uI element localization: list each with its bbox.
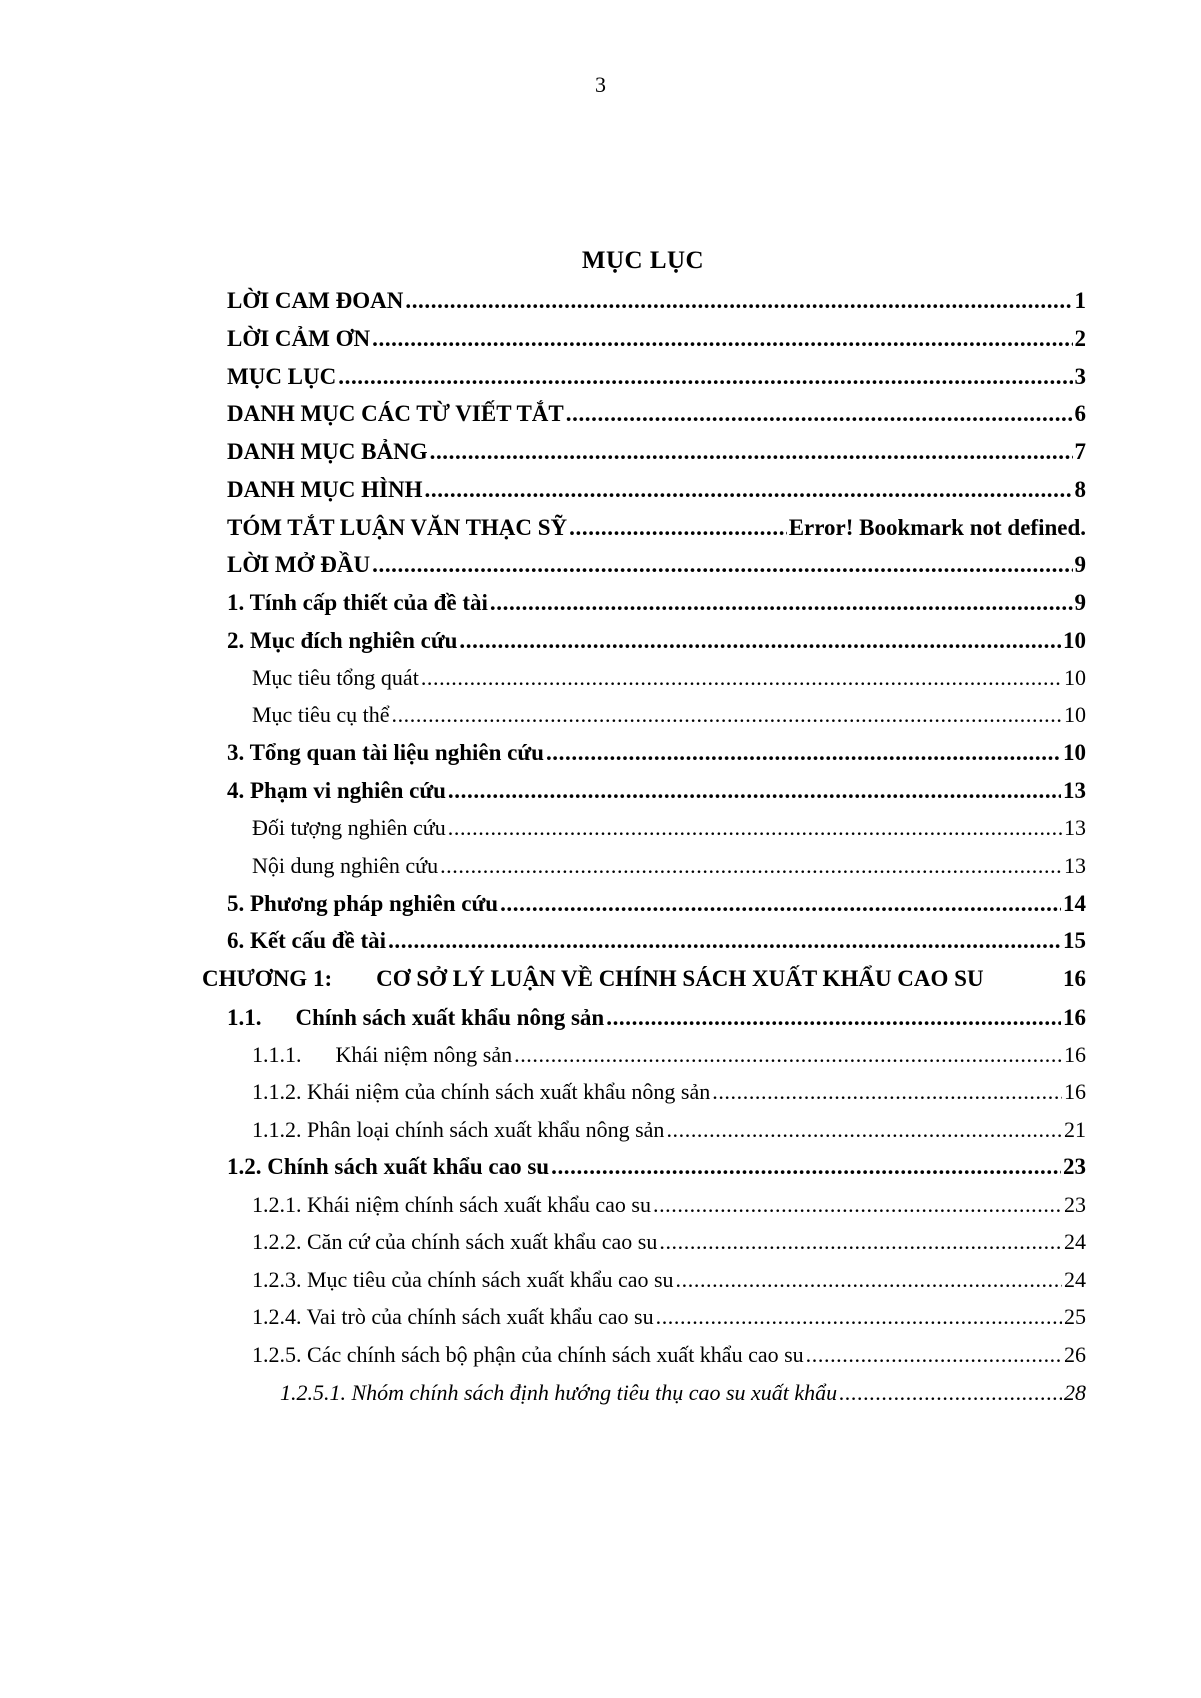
toc-entry[interactable] [227,588,1086,618]
toc-dot-leader [839,1378,1062,1408]
toc-entry-label [227,475,423,505]
toc-page-number: 13 [1064,853,1086,878]
toc-entry-label [227,588,488,618]
toc-entry-label [227,776,446,806]
toc-page-number: 10 [1064,702,1086,727]
toc-entry-text: 1.2.1. Khái niệm chính sách xuất khẩu cao su [252,1192,651,1217]
toc-page-number: 13 [1064,815,1086,840]
toc-entry-text: 1.2.4. Vai trò của chính sách xuất khẩu cao su [252,1304,654,1329]
toc-entry[interactable] [227,889,1086,919]
toc-entry-text: 1.2.3. Mục tiêu của chính sách xuất khẩu cao su [252,1267,674,1292]
toc-entry[interactable] [252,1265,1086,1295]
toc-entry-text: LỜI CAM ĐOAN [227,288,404,313]
toc-entry-text: 2. Mục đích nghiên cứu [227,628,458,653]
toc-entry-label [252,1302,654,1332]
toc-page-number: 23 [1063,1154,1086,1179]
toc-page-number: 16 [1064,1079,1086,1104]
toc-entry[interactable] [252,1040,1086,1070]
toc-page-number: Error! Bookmark not defined. [788,515,1086,540]
toc-entry[interactable] [227,286,1086,316]
toc-entry-label [227,926,386,956]
toc-dot-leader [676,1265,1062,1295]
toc-page-number: 8 [1074,477,1086,502]
toc-dot-leader [440,851,1062,881]
toc-entry-text: 4. Phạm vi nghiên cứu [227,778,446,803]
toc-entry-text: Nội dung nghiên cứu [252,853,439,878]
toc-entry[interactable] [227,399,1086,429]
toc-page-number: 7 [1074,439,1086,464]
toc-entry-text: 5. Phương pháp nghiên cứu [227,891,499,916]
toc-page-number: 16 [1063,966,1086,991]
toc-dot-leader [388,926,1061,956]
toc-entry-label [280,1378,837,1408]
toc-entry[interactable] [227,324,1086,354]
toc-dot-leader [421,663,1062,693]
toc-entry[interactable] [252,1077,1086,1107]
toc-entry-number: CHƯƠNG 1: [202,966,333,991]
toc-entry-text: MỤC LỤC [227,364,337,389]
toc-entry-label [252,1040,512,1070]
toc-entry-text: 1.2.5.1. Nhóm chính sách định hướng tiêu thụ cao su xuất khẩu [280,1380,838,1405]
toc-entry-label [252,1077,710,1107]
toc-dot-leader [606,1003,1061,1033]
toc-entry-label [252,1115,664,1145]
toc-dot-leader [659,1227,1062,1257]
toc-entry[interactable] [227,437,1086,467]
toc-page-number: 10 [1063,740,1086,765]
toc-entry-label [252,1265,674,1295]
page-number: 3 [595,72,606,97]
toc-entry-text: DANH MỤC CÁC TỪ VIẾT TẮT [227,401,564,426]
toc-dot-leader [569,513,787,543]
toc-entry-label [227,1152,549,1182]
toc-page-number: 10 [1064,665,1086,690]
toc-entry[interactable] [227,1003,1086,1033]
toc-dot-leader [566,399,1073,429]
toc-entry[interactable] [227,550,1086,580]
toc-dot-leader [372,550,1072,580]
toc-entry-label [252,851,438,881]
toc-entry-label [252,1340,804,1370]
toc-entry[interactable] [252,1302,1086,1332]
toc-page-number: 28 [1064,1380,1086,1405]
toc-page-number: 13 [1063,778,1086,803]
toc-dot-leader [425,475,1073,505]
toc-entry[interactable] [227,1152,1086,1182]
toc-entry-text: LỜI CẢM ƠN [227,326,371,351]
toc-dot-leader [448,776,1061,806]
toc-dot-leader [338,362,1072,392]
toc-entry-label [227,437,428,467]
toc-page-number: 10 [1063,628,1086,653]
toc-entry-label [227,286,403,316]
toc-entry[interactable] [227,513,1086,543]
toc-dot-leader [546,738,1061,768]
toc-entry-text: Chính sách xuất khẩu nông sản [295,1005,605,1030]
toc-entry-text: 1.1.2. Khái niệm của chính sách xuất khẩu nông sản [252,1079,711,1104]
toc-entry-text: 1.1.2. Phân loại chính sách xuất khẩu nông sản [252,1117,665,1142]
toc-entry[interactable] [252,1227,1086,1257]
toc-entry[interactable] [280,1378,1086,1408]
toc-entry-label [227,626,457,656]
toc-entry-label [227,362,336,392]
toc-page-number: 3 [1074,364,1086,389]
toc-entry-label [252,813,446,843]
toc-entry-text: Mục tiêu cụ thể [252,702,390,727]
toc-entry-number: 1.1. [227,1005,262,1030]
toc-page-number: 14 [1063,891,1086,916]
toc-dot-leader [405,286,1072,316]
toc-entry-text: TÓM TẮT LUẬN VĂN THẠC SỸ [227,515,568,540]
toc-entry-text: 1. Tính cấp thiết của đề tài [227,590,488,615]
toc-entry-text: DANH MỤC BẢNG [227,439,428,464]
toc-entry[interactable] [252,851,1086,881]
toc-entry-text: Mục tiêu tổng quát [252,665,419,690]
toc-dot-leader [459,626,1061,656]
toc-entry-number: 1.1.1. [252,1042,302,1067]
toc-entry[interactable] [252,1340,1086,1370]
toc-page-number: 1 [1074,288,1086,313]
toc-entry[interactable] [227,776,1086,806]
toc-entry[interactable] [252,813,1086,843]
toc-entry-label [227,513,567,543]
toc-page-number: 21 [1064,1117,1086,1142]
toc-page-number: 23 [1064,1192,1086,1217]
toc-entry-label [202,964,984,994]
toc-dot-leader [712,1077,1062,1107]
toc-entry[interactable] [227,738,1086,768]
toc-entry-text: Khái niệm nông sản [335,1042,513,1067]
toc-page-number: 24 [1064,1229,1086,1254]
toc-entry[interactable] [227,926,1086,956]
toc-entry-text: LỜI MỞ ĐẦU [227,552,371,577]
toc-entry[interactable] [227,626,1086,656]
toc-page-number: 15 [1063,928,1086,953]
toc-dot-leader [656,1302,1062,1332]
toc-page-number: 16 [1063,1005,1086,1030]
toc-page-number: 25 [1064,1304,1086,1329]
toc-entry-label [227,324,370,354]
toc-page-number: 6 [1074,401,1086,426]
toc-page-number: 26 [1064,1342,1086,1367]
toc-dot-leader [391,700,1062,730]
toc-entry-label [252,700,389,730]
toc-entry-text: CƠ SỞ LÝ LUẬN VỀ CHÍNH SÁCH XUẤT KHẨU CAO SU [376,966,984,991]
toc-entry-label [227,738,544,768]
toc-entry-text: 3. Tổng quan tài liệu nghiên cứu [227,740,544,765]
toc-entry-label [227,889,498,919]
toc-entry[interactable] [227,475,1086,505]
toc-page-number: 16 [1064,1042,1086,1067]
toc-entry[interactable] [227,362,1086,392]
toc-dot-leader [430,437,1073,467]
toc-page-number: 2 [1074,326,1086,351]
toc-entry[interactable] [202,964,1086,994]
toc-entry-text: 1.2.5. Các chính sách bộ phận của chính sách xuất khẩu cao su [252,1342,804,1367]
toc-page-number: 9 [1074,552,1086,577]
toc-entry-text: DANH MỤC HÌNH [227,477,423,502]
toc-entry[interactable] [252,1115,1086,1145]
toc-entry-text: 6. Kết cấu đề tài [227,928,387,953]
toc-dot-leader [448,813,1062,843]
toc-entry-text: Đối tượng nghiên cứu [252,815,446,840]
toc-dot-leader [806,1340,1062,1370]
toc-entry-label [252,1190,651,1220]
toc-entry-label [227,550,370,580]
toc-dot-leader [372,324,1072,354]
toc-page-number: 9 [1074,590,1086,615]
toc-dot-leader [514,1040,1062,1070]
toc-dot-leader [653,1190,1062,1220]
toc-entry-text: 1.2. Chính sách xuất khẩu cao su [227,1154,550,1179]
toc-page-number: 24 [1064,1267,1086,1292]
toc-entry-label [252,1227,657,1257]
toc-dot-leader [500,889,1061,919]
toc-entry[interactable] [252,663,1086,693]
toc-title: MỤC LỤC [581,247,705,274]
toc-entry-text: 1.2.2. Căn cứ của chính sách xuất khẩu cao su [252,1229,658,1254]
toc-dot-leader [666,1115,1062,1145]
toc-entry[interactable] [252,700,1086,730]
toc-entry-label [227,399,564,429]
toc-entry[interactable] [252,1190,1086,1220]
toc-entry-label [252,663,419,693]
toc-dot-leader [490,588,1073,618]
toc-entry-label [227,1003,604,1033]
toc-dot-leader [551,1152,1061,1182]
